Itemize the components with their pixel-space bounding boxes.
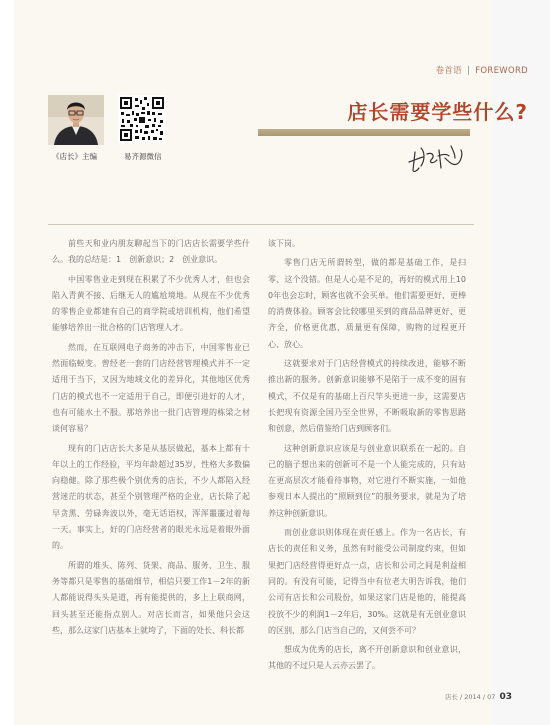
body-paragraph: 而创业意识则体现在责任感上。作为一名店长，有店长的责任和义务，虽然有时能受公司制度约束，但如果把门店经营得更好点一点，店长和公司之间是利益相同的。有没有可能，记得当中有位老大明告诉我，他们公司有店长和公司股份，如果这家门店是他的，能提高投放不少的利润1－2年后，30%。这就是有无创业意识的区别，那么门店当自己的，又何尝不可？ <box>268 528 466 635</box>
body-paragraph: 中国零售业走到现在积累了不少优秀人才，但也会陷入青黄不接、后继无人的尴尬境地。从现在不少优秀的零售企业都建有自己的商学院或培训机构，他们希望能够培养出一批合格的门店管理人才。 <box>52 274 250 333</box>
section-separator: | <box>467 66 471 76</box>
editor-photo <box>48 95 104 145</box>
section-label-en: FOREWORD <box>475 66 528 76</box>
issue-info: 店长 / 2014 / 07 <box>444 693 496 701</box>
page-footer <box>445 692 512 702</box>
body-paragraph: 然而，在互联网电子商务的冲击下，中国零售业已然面临蜕变。曾经老一套的门店经营管理模式并不一定适用于当下，又因为地域文化的差异化，其他地区优秀门店的模式也不一定适用于自己，即便引进好的人才，也有可能水土不服。那培养出一批门店管理的栋梁之材谈何容易？ <box>52 342 250 434</box>
body-paragraph: 该下岗。 <box>268 239 300 248</box>
body-paragraph: 零售门店无所谓转型，做的都是基础工作，是扫零、这个没错。但是人心是不足的，再好的模式用上100年也会忘时，顾客也就不会买单。他们需要更好、更棒的消费体验。顾客会比较哪里买到的商品品牌更好、更齐全，价格更优惠，质量更有保障，购物的过程更开心、放心。 <box>268 258 466 349</box>
wechat-qr-code <box>118 95 166 143</box>
body-paragraph: 所谓的堆头、陈列、货架、商品、服务、卫生、服务等都只是零售的基础细节，相信只要工作1－2年的新人都能说得头头是道，再有能提供的，多上上联商网，回头甚至还能指点别人。对店长而言，如果他只会这些，那么这家门店基本上就垮了，下面的处长、科长都 <box>52 560 250 635</box>
body-paragraph: 这种创新意识应该是与创业意识联系在一起的。自己的脑子想出来的创新可不是一个人能完成的，只有站在更高层次才能看待事物，对它进行不断实施，一如他参观日本人提出的“照顾到位”的服务要求，就是为了培养这种创新意识。 <box>268 443 466 518</box>
page-title: 店长需要学些什么? <box>347 100 528 124</box>
qr-caption: 易齐源微信 <box>124 152 162 161</box>
page-number: 03 <box>499 692 512 702</box>
body-paragraph: 前些天和业内朋友聊起当下的门店店长需要学些什么。我的总结是：1 创新意识；2 创业意识。 <box>52 239 250 265</box>
body-paragraph: 想成为优秀的店长，离不开创新意识和创业意识，其他的不过只是人云亦云罢了。 <box>268 645 466 671</box>
section-label-cn: 卷首语 <box>435 66 462 76</box>
body-column-left <box>52 236 250 642</box>
body-paragraph: 现有的门店店长大多是从基层做起，基本上都有十年以上的工作经验，平均年龄超过35岁，性格大多数偏向稳健。除了那些极个别优秀的店长，不少人都陷入经营迷茫的状态，甚至个别管理严格的企业，店长除了起早贪黑、劳碌奔波以外，毫无话语权，浑浑噩噩过着每一天。事实上，好的门店经营者的眼光永远是着眼外面的。 <box>52 443 250 551</box>
section-tag <box>436 64 528 76</box>
title-underline-bar <box>258 129 470 136</box>
body-column-right <box>268 236 466 678</box>
handwritten-signature <box>405 140 467 184</box>
body-paragraph: 这就要求对于门店经营模式的持续改进，能够不断推出新的服务。创新意识能够不是陷于一成不变的固有模式，不仅是有的基础上百尺竿头更进一步，这需要店长把现有资源全国乃至全世界，不断吸取新的零售思路和创意，然后借鉴给门店到顾客们。 <box>268 359 466 434</box>
photo-caption: 《店长》主编 <box>52 152 97 161</box>
section-divider <box>48 224 474 225</box>
